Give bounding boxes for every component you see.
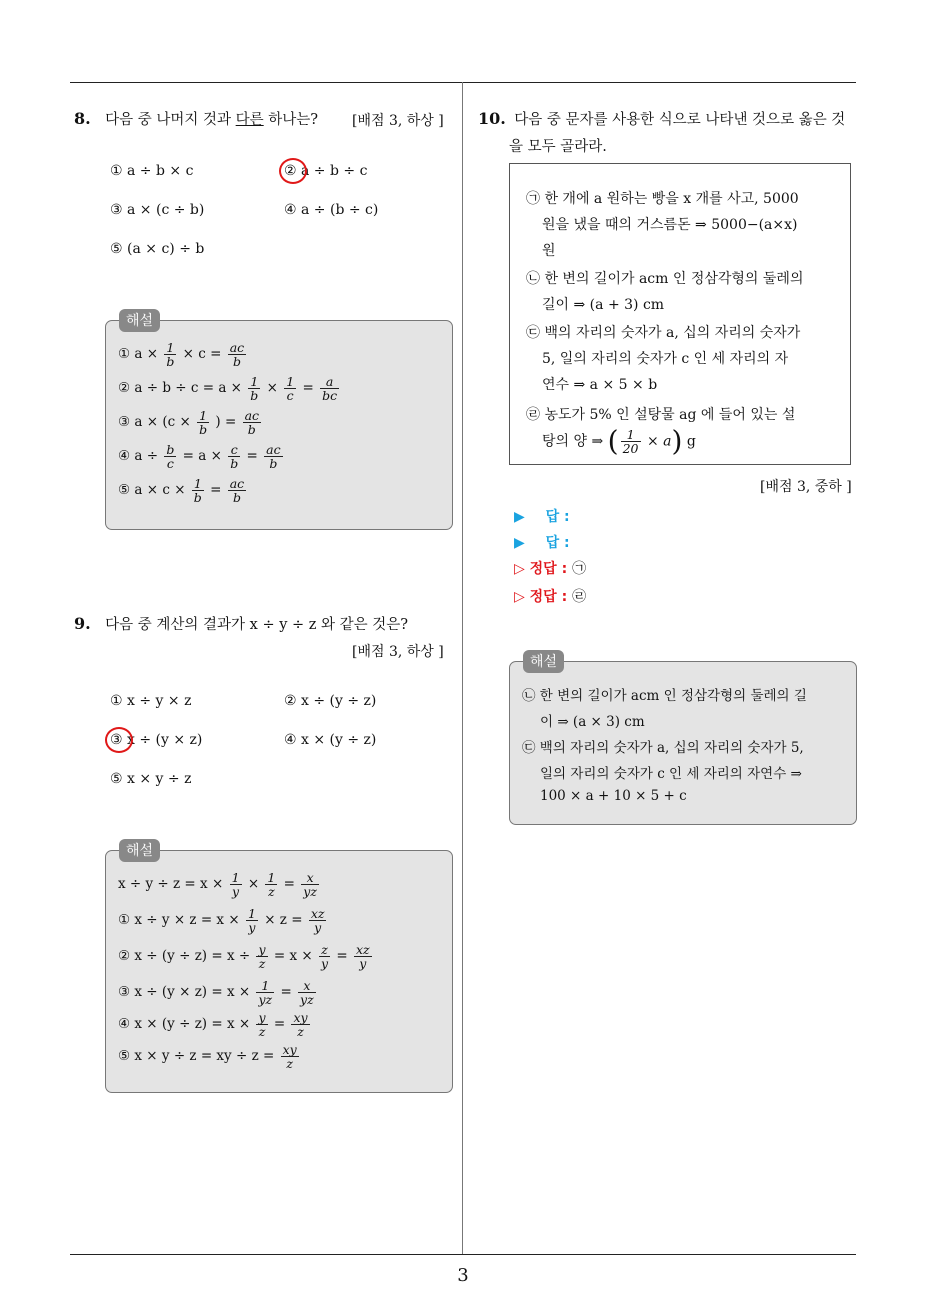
question-text: 다음 중 계산의 결과가 x ÷ y ÷ z 와 같은 것은? — [105, 617, 409, 633]
condition-4-line-1: ㉣ 농도가 5% 인 설탕물 ag 에 들어 있는 설 — [526, 407, 796, 423]
answer-mark-circle — [279, 158, 307, 184]
explanation-tag: 해설 — [523, 650, 564, 673]
explanation-box — [105, 320, 453, 530]
condition-1-line-3: 원 — [542, 243, 556, 259]
condition-3-line-3: 연수 ⇒ a × 5 × b — [542, 377, 658, 393]
option-4[interactable]: ④ x × (y ÷ z) — [284, 732, 377, 748]
question-9 — [74, 613, 454, 634]
explanation-line-5: 100 × a + 10 × 5 + c — [540, 788, 687, 804]
play-arrow-icon: ▶ — [514, 509, 525, 525]
underlined-word: 다른 — [235, 112, 264, 128]
answer-row-1: ▶ 답 : — [514, 509, 570, 525]
page-number: 3 — [457, 1265, 469, 1286]
option-3[interactable]: ③ x ÷ (y × z) — [110, 732, 203, 748]
top-rule — [70, 82, 856, 83]
condition-1-line-1: ㉠ 한 개에 a 원하는 빵을 x 개를 사고, 5000 — [526, 191, 799, 207]
option-1[interactable]: ① x ÷ y × z — [110, 693, 192, 709]
explanation-line-1: ㉡ 한 변의 길이가 acm 인 정삼각형의 둘레의 길 — [522, 688, 807, 704]
explanation-line-1: ① x ÷ y × z = x × $\frac{1}{y}$ × z = $\frac{xz}{y}$ — [118, 906, 325, 936]
bottom-rule — [70, 1254, 856, 1255]
explanation-line-3: ③ a × (c × $\frac{1}{b}$ ) = $\frac{ac}{b}$ — [118, 408, 260, 438]
explanation-box — [509, 661, 857, 825]
question-text: 다음 중 나머지 것과 다른 하나는? — [105, 112, 319, 128]
score-label: [배점 3, 중하 ] — [760, 479, 852, 495]
correct-answer-row-1: ▷ 정답 : ㉠ — [514, 561, 587, 577]
explanation-line-2: ② a ÷ b ÷ c = a × $\frac{1}{b}$ × $\frac{1}{c}$ = $\frac{a}{bc}$ — [118, 374, 338, 404]
option-5[interactable]: ⑤ x × y ÷ z — [110, 771, 192, 787]
question-text-line-1: 다음 중 문자를 사용한 식으로 나타낸 것으로 옳은 것 — [514, 112, 846, 128]
option-5[interactable]: ⑤ (a × c) ÷ b — [110, 241, 205, 257]
explanation-line-5: ⑤ a × c × $\frac{1}{b}$ = $\frac{ac}{b}$ — [118, 476, 245, 506]
option-3[interactable]: ③ a × (c ÷ b) — [110, 202, 205, 218]
correct-answer-row-2: ▷ 정답 : ㉣ — [514, 589, 587, 605]
option-1[interactable]: ① a ÷ b × c — [110, 163, 194, 179]
explanation-line-4: 일의 자리의 숫자가 c 인 세 자리의 자연수 ⇒ — [540, 766, 802, 782]
explanation-line-2: ② x ÷ (y ÷ z) = x ÷ $\frac{y}{z}$ = x × $\frac{z}{y}$ = $\frac{xz}{y}$ — [118, 942, 370, 972]
outline-arrow-icon: ▷ — [514, 561, 525, 577]
condition-4-line-2: 탕의 양 ⇒ ( $\frac{1}{20}$ × a) g — [542, 424, 696, 458]
explanation-box — [105, 850, 453, 1093]
condition-3-line-2: 5, 일의 자리의 숫자가 c 인 세 자리의 자 — [542, 351, 789, 367]
explanation-tag: 해설 — [119, 309, 160, 332]
option-2[interactable]: ② x ÷ (y ÷ z) — [284, 693, 377, 709]
explanation-line-3: ㉢ 백의 자리의 숫자가 a, 십의 자리의 숫자가 5, — [522, 740, 804, 756]
explanation-line-4: ④ a ÷ $\frac{b}{c}$ = a × $\frac{c}{b}$ = $\frac{ac}{b}$ — [118, 442, 281, 472]
explanation-line-1: ① a × $\frac{1}{b}$ × c = $\frac{ac}{b}$ — [118, 340, 245, 370]
explanation-line-3: ③ x ÷ (y × z) = x × $\frac{1}{yz}$ = $\frac{x}{yz}$ — [118, 978, 314, 1008]
explanation-line-0: x ÷ y ÷ z = x × $\frac{1}{y}$ × $\frac{1}{z}$ = $\frac{x}{yz}$ — [118, 870, 317, 900]
question-number: 8. — [74, 109, 91, 128]
answer-row-2: ▶ 답 : — [514, 535, 570, 551]
explanation-line-5: ⑤ x × y ÷ z = xy ÷ z = $\frac{xy}{z}$ — [118, 1042, 297, 1072]
question-number: 9. — [74, 614, 91, 633]
explanation-line-4: ④ x × (y ÷ z) = x × $\frac{y}{z}$ = $\frac{xy}{z}$ — [118, 1010, 308, 1040]
score-label: [배점 3, 하상 ] — [352, 113, 444, 129]
option-4[interactable]: ④ a ÷ (b ÷ c) — [284, 202, 379, 218]
outline-arrow-icon: ▷ — [514, 589, 525, 605]
condition-3-line-1: ㉢ 백의 자리의 숫자가 a, 십의 자리의 숫자가 — [526, 325, 801, 341]
column-divider — [462, 82, 463, 1254]
question-text-line-2: 을 모두 골라라. — [509, 139, 607, 155]
answer-mark-circle — [105, 727, 133, 753]
condition-2-line-2: 길이 ⇒ (a + 3) cm — [542, 297, 665, 313]
question-number: 10. — [478, 109, 506, 128]
option-2[interactable]: ② a ÷ b ÷ c — [284, 163, 368, 179]
explanation-tag: 해설 — [119, 839, 160, 862]
conditions-box — [509, 163, 851, 465]
play-arrow-icon: ▶ — [514, 535, 525, 551]
question-10 — [478, 108, 858, 129]
condition-2-line-1: ㉡ 한 변의 길이가 acm 인 정삼각형의 둘레의 — [526, 271, 804, 287]
score-label: [배점 3, 하상 ] — [352, 644, 444, 660]
explanation-line-2: 이 ⇒ (a × 3) cm — [540, 714, 645, 730]
condition-1-line-2: 원을 냈을 때의 거스름돈 ⇒ 5000−(a×x) — [542, 217, 798, 233]
